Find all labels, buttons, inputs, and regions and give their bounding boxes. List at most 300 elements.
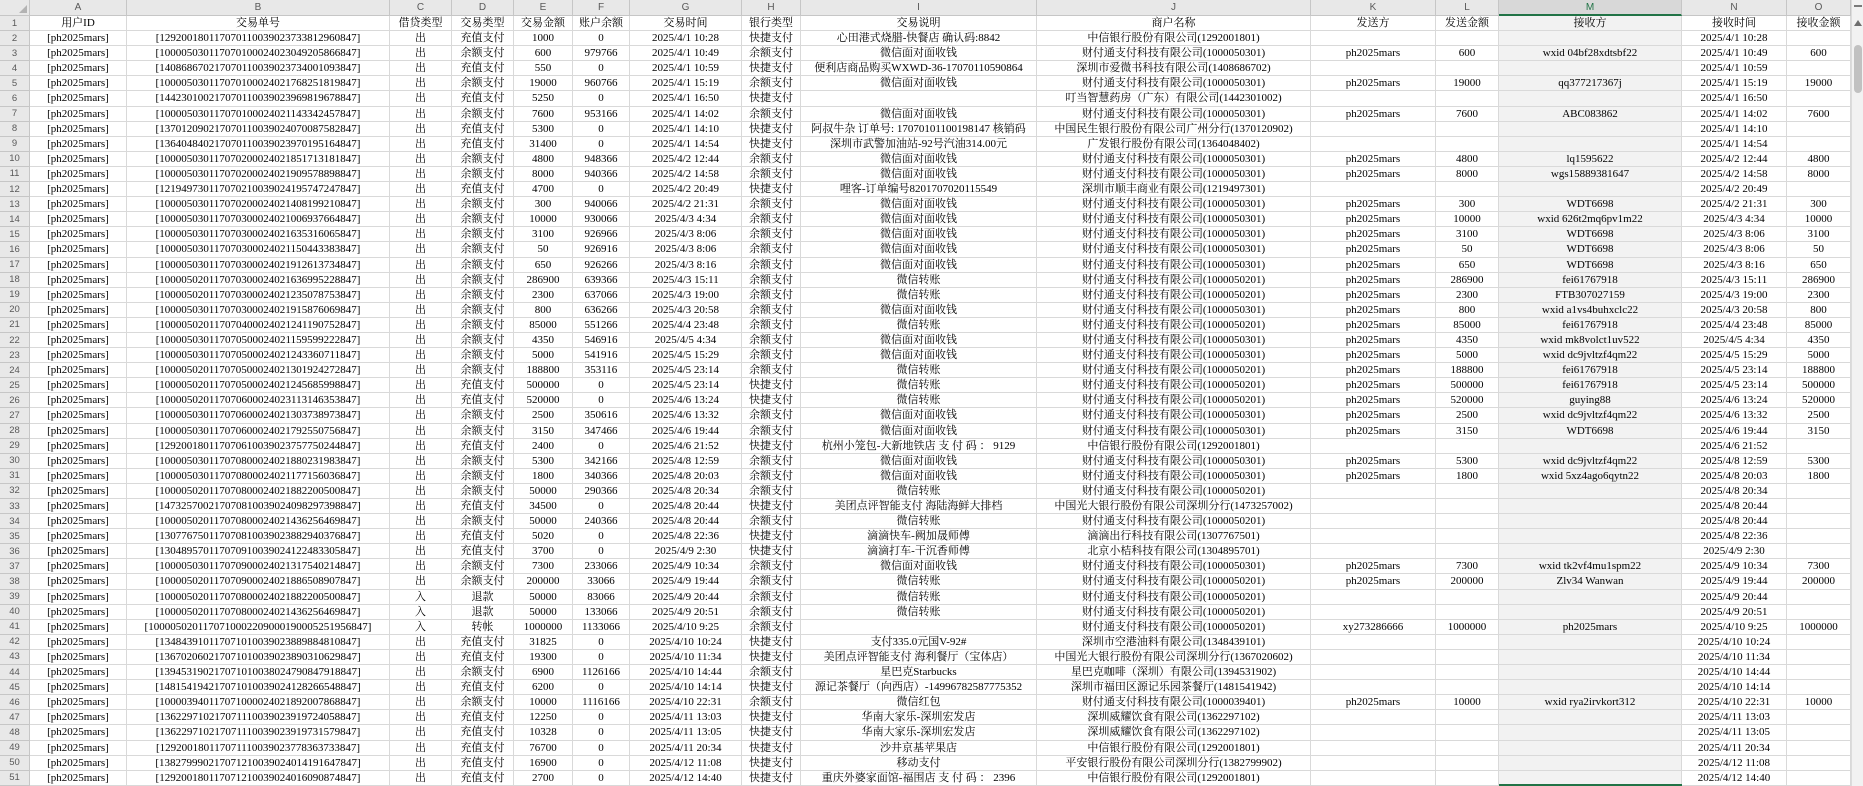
cell-F25[interactable]: 0 — [573, 378, 630, 393]
cell-F30[interactable]: 342166 — [573, 454, 630, 469]
cell-E46[interactable]: 10000 — [514, 695, 573, 710]
cell-B7[interactable]: [100005030117070100024021143342457847] — [127, 107, 390, 122]
cell-G22[interactable]: 2025/4/5 4:34 — [630, 333, 742, 348]
cell-I10[interactable]: 微信面对面收钱 — [801, 152, 1037, 167]
cell-G33[interactable]: 2025/4/8 20:44 — [630, 499, 742, 514]
column-header-G[interactable]: G — [630, 0, 742, 16]
cell-B8[interactable]: [137012090217070110039024070087582847] — [127, 122, 390, 137]
cell-E31[interactable]: 1800 — [514, 469, 573, 484]
cell-B14[interactable]: [100005030117070300024021006937664847] — [127, 212, 390, 227]
cell-D30[interactable]: 余额支付 — [452, 454, 514, 469]
cell-I30[interactable]: 微信面对面收钱 — [801, 454, 1037, 469]
cell-B41[interactable]: [1000050201170710002209000190005251956847] — [127, 620, 390, 635]
row-header-40[interactable]: 40 — [0, 605, 30, 620]
cell-A30[interactable]: [ph2025mars] — [30, 454, 127, 469]
cell-K20[interactable]: ph2025mars — [1311, 303, 1436, 318]
cell-B20[interactable]: [100005030117070300024021915876069847] — [127, 303, 390, 318]
cell-M24[interactable]: fei61767918 — [1499, 363, 1682, 378]
cell-L28[interactable]: 3150 — [1436, 424, 1499, 439]
cell-F14[interactable]: 930066 — [573, 212, 630, 227]
vertical-scrollbar[interactable] — [1851, 0, 1863, 786]
cell-M46[interactable]: wxid rya2irvkort312 — [1499, 695, 1682, 710]
cell-H11[interactable]: 余额支付 — [742, 167, 801, 182]
cell-L2[interactable] — [1436, 31, 1499, 46]
cell-J31[interactable]: 财付通支付科技有限公司(1000050301) — [1037, 469, 1311, 484]
cell-J51[interactable]: 中信银行股份有限公司(1292001801) — [1037, 771, 1311, 786]
cell-B25[interactable]: [100005020117070500024021245685998847] — [127, 378, 390, 393]
cell-K48[interactable] — [1311, 725, 1436, 740]
cell-H29[interactable]: 快捷支付 — [742, 439, 801, 454]
cell-M9[interactable] — [1499, 137, 1682, 152]
cell-D41[interactable]: 转帐 — [452, 620, 514, 635]
cell-J6[interactable]: 叮当智慧药房（广东）有限公司(1442301002) — [1037, 91, 1311, 106]
cell-E40[interactable]: 50000 — [514, 605, 573, 620]
cell-K17[interactable]: ph2025mars — [1311, 258, 1436, 273]
cell-E42[interactable]: 31825 — [514, 635, 573, 650]
cell-F26[interactable]: 0 — [573, 393, 630, 408]
cell-C26[interactable]: 出 — [390, 393, 452, 408]
cell-K25[interactable]: ph2025mars — [1311, 378, 1436, 393]
cell-C2[interactable]: 出 — [390, 31, 452, 46]
cell-O35[interactable] — [1787, 529, 1851, 544]
cell-E22[interactable]: 4350 — [514, 333, 573, 348]
cell-J36[interactable]: 北京小桔科技有限公司(1304895701) — [1037, 544, 1311, 559]
cell-D40[interactable]: 退款 — [452, 605, 514, 620]
cell-B31[interactable]: [100005030117070800024021177156036847] — [127, 469, 390, 484]
cell-E51[interactable]: 2700 — [514, 771, 573, 786]
cell-F41[interactable]: 1133066 — [573, 620, 630, 635]
cell-B15[interactable]: [100005030117070300024021635316065847] — [127, 227, 390, 242]
cell-N47[interactable]: 2025/4/11 13:03 — [1682, 710, 1787, 725]
cell-J40[interactable]: 财付通支付科技有限公司(1000050201) — [1037, 605, 1311, 620]
cell-N37[interactable]: 2025/4/9 10:34 — [1682, 559, 1787, 574]
cell-K15[interactable]: ph2025mars — [1311, 227, 1436, 242]
cell-F32[interactable]: 290366 — [573, 484, 630, 499]
cell-C35[interactable]: 出 — [390, 529, 452, 544]
cell-F15[interactable]: 926966 — [573, 227, 630, 242]
cell-L16[interactable]: 50 — [1436, 242, 1499, 257]
cell-G20[interactable]: 2025/4/3 20:58 — [630, 303, 742, 318]
cell-N26[interactable]: 2025/4/6 13:24 — [1682, 393, 1787, 408]
row-header-24[interactable]: 24 — [0, 363, 30, 378]
row-header-1[interactable]: 1 — [0, 16, 30, 31]
cell-B35[interactable]: [130776750117070810039023882940376847] — [127, 529, 390, 544]
cell-N27[interactable]: 2025/4/6 13:32 — [1682, 408, 1787, 423]
cell-I31[interactable]: 微信面对面收钱 — [801, 469, 1037, 484]
cell-L31[interactable]: 1800 — [1436, 469, 1499, 484]
cell-K32[interactable] — [1311, 484, 1436, 499]
cell-E2[interactable]: 1000 — [514, 31, 573, 46]
cell-B30[interactable]: [100005030117070800024021880231983847] — [127, 454, 390, 469]
column-header-C[interactable]: C — [390, 0, 452, 16]
column-header-A[interactable]: A — [30, 0, 127, 16]
cell-H43[interactable]: 快捷支付 — [742, 650, 801, 665]
cell-M5[interactable]: qq377217367j — [1499, 76, 1682, 91]
cell-D32[interactable]: 余额支付 — [452, 484, 514, 499]
cell-E29[interactable]: 2400 — [514, 439, 573, 454]
row-header-50[interactable]: 50 — [0, 756, 30, 771]
cell-M37[interactable]: wxid tk2vf4mu1spm22 — [1499, 559, 1682, 574]
column-header-B[interactable]: B — [127, 0, 390, 16]
cell-E49[interactable]: 76700 — [514, 741, 573, 756]
cell-B11[interactable]: [100005030117070200024021909578898847] — [127, 167, 390, 182]
cell-N7[interactable]: 2025/4/1 14:02 — [1682, 107, 1787, 122]
cell-J30[interactable]: 财付通支付科技有限公司(1000050301) — [1037, 454, 1311, 469]
cell-I36[interactable]: 滴滴打车-干沉香师傅 — [801, 544, 1037, 559]
cell-F19[interactable]: 637066 — [573, 288, 630, 303]
cell-L3[interactable]: 600 — [1436, 46, 1499, 61]
cell-A40[interactable]: [ph2025mars] — [30, 605, 127, 620]
cell-F11[interactable]: 940366 — [573, 167, 630, 182]
cell-C29[interactable]: 出 — [390, 439, 452, 454]
cell-I15[interactable]: 微信面对面收钱 — [801, 227, 1037, 242]
cell-A43[interactable]: [ph2025mars] — [30, 650, 127, 665]
cell-H26[interactable]: 快捷支付 — [742, 393, 801, 408]
cell-I28[interactable]: 微信面对面收钱 — [801, 424, 1037, 439]
cell-I18[interactable]: 微信转账 — [801, 273, 1037, 288]
cell-J19[interactable]: 财付通支付科技有限公司(1000050201) — [1037, 288, 1311, 303]
cell-C30[interactable]: 出 — [390, 454, 452, 469]
cell-O38[interactable]: 200000 — [1787, 574, 1851, 589]
cell-N34[interactable]: 2025/4/8 20:44 — [1682, 514, 1787, 529]
cell-O42[interactable] — [1787, 635, 1851, 650]
row-header-22[interactable]: 22 — [0, 333, 30, 348]
cell-G40[interactable]: 2025/4/9 20:51 — [630, 605, 742, 620]
cell-F42[interactable]: 0 — [573, 635, 630, 650]
cell-L7[interactable]: 7600 — [1436, 107, 1499, 122]
cell-A15[interactable]: [ph2025mars] — [30, 227, 127, 242]
cell-E19[interactable]: 2300 — [514, 288, 573, 303]
cell-E17[interactable]: 650 — [514, 258, 573, 273]
row-header-18[interactable]: 18 — [0, 273, 30, 288]
cell-D43[interactable]: 充值支付 — [452, 650, 514, 665]
cell-D33[interactable]: 充值支付 — [452, 499, 514, 514]
cell-I19[interactable]: 微信转账 — [801, 288, 1037, 303]
cell-N5[interactable]: 2025/4/1 15:19 — [1682, 76, 1787, 91]
cell-O19[interactable]: 2300 — [1787, 288, 1851, 303]
cell-G12[interactable]: 2025/4/2 20:49 — [630, 182, 742, 197]
cell-H48[interactable]: 快捷支付 — [742, 725, 801, 740]
cell-J22[interactable]: 财付通支付科技有限公司(1000050301) — [1037, 333, 1311, 348]
cell-L15[interactable]: 3100 — [1436, 227, 1499, 242]
cell-O13[interactable]: 300 — [1787, 197, 1851, 212]
cell-E34[interactable]: 50000 — [514, 514, 573, 529]
cell-N18[interactable]: 2025/4/3 15:11 — [1682, 273, 1787, 288]
cell-H44[interactable]: 余额支付 — [742, 665, 801, 680]
row-header-43[interactable]: 43 — [0, 650, 30, 665]
cell-A36[interactable]: [ph2025mars] — [30, 544, 127, 559]
cell-N22[interactable]: 2025/4/5 4:34 — [1682, 333, 1787, 348]
cell-L27[interactable]: 2500 — [1436, 408, 1499, 423]
cell-E25[interactable]: 500000 — [514, 378, 573, 393]
cell-N39[interactable]: 2025/4/9 20:44 — [1682, 590, 1787, 605]
cell-G28[interactable]: 2025/4/6 19:44 — [630, 424, 742, 439]
column-header-L[interactable]: L — [1436, 0, 1499, 16]
cell-D38[interactable]: 余额支付 — [452, 574, 514, 589]
cell-N11[interactable]: 2025/4/2 14:58 — [1682, 167, 1787, 182]
cell-J8[interactable]: 中国民生银行股份有限公司广州分行(1370120902) — [1037, 122, 1311, 137]
cell-F23[interactable]: 541916 — [573, 348, 630, 363]
cell-L4[interactable] — [1436, 61, 1499, 76]
cell-L35[interactable] — [1436, 529, 1499, 544]
cell-H10[interactable]: 余额支付 — [742, 152, 801, 167]
cell-L12[interactable] — [1436, 182, 1499, 197]
cell-A21[interactable]: [ph2025mars] — [30, 318, 127, 333]
cell-A9[interactable]: [ph2025mars] — [30, 137, 127, 152]
cell-J38[interactable]: 财付通支付科技有限公司(1000050201) — [1037, 574, 1311, 589]
row-header-47[interactable]: 47 — [0, 710, 30, 725]
cell-K27[interactable]: ph2025mars — [1311, 408, 1436, 423]
cell-K47[interactable] — [1311, 710, 1436, 725]
cell-N10[interactable]: 2025/4/2 12:44 — [1682, 152, 1787, 167]
cell-B10[interactable]: [100005030117070200024021851713181847] — [127, 152, 390, 167]
cell-F8[interactable]: 0 — [573, 122, 630, 137]
row-header-26[interactable]: 26 — [0, 393, 30, 408]
row-header-33[interactable]: 33 — [0, 499, 30, 514]
cell-N13[interactable]: 2025/4/2 21:31 — [1682, 197, 1787, 212]
cell-M33[interactable] — [1499, 499, 1682, 514]
cell-E14[interactable]: 10000 — [514, 212, 573, 227]
row-header-51[interactable]: 51 — [0, 771, 30, 786]
cell-B21[interactable]: [100005020117070400024021241190752847] — [127, 318, 390, 333]
cell-H49[interactable]: 快捷支付 — [742, 741, 801, 756]
cell-H34[interactable]: 余额支付 — [742, 514, 801, 529]
cell-C13[interactable]: 出 — [390, 197, 452, 212]
cell-I6[interactable] — [801, 91, 1037, 106]
cell-B2[interactable]: [129200180117070110039023733812960847] — [127, 31, 390, 46]
column-header-M[interactable]: M — [1499, 0, 1682, 16]
cell-N2[interactable]: 2025/4/1 10:28 — [1682, 31, 1787, 46]
cell-I46[interactable]: 微信红包 — [801, 695, 1037, 710]
cell-G24[interactable]: 2025/4/5 23:14 — [630, 363, 742, 378]
cell-F38[interactable]: 33066 — [573, 574, 630, 589]
cell-K33[interactable] — [1311, 499, 1436, 514]
cell-F18[interactable]: 639366 — [573, 273, 630, 288]
cell-C16[interactable]: 出 — [390, 242, 452, 257]
cell-N14[interactable]: 2025/4/3 4:34 — [1682, 212, 1787, 227]
cell-H4[interactable]: 快捷支付 — [742, 61, 801, 76]
cell-N50[interactable]: 2025/4/12 11:08 — [1682, 756, 1787, 771]
cell-G19[interactable]: 2025/4/3 19:00 — [630, 288, 742, 303]
cell-K21[interactable]: ph2025mars — [1311, 318, 1436, 333]
cell-D31[interactable]: 余额支付 — [452, 469, 514, 484]
cell-O49[interactable] — [1787, 741, 1851, 756]
row-header-8[interactable]: 8 — [0, 122, 30, 137]
cell-I44[interactable]: 星巴克Starbucks — [801, 665, 1037, 680]
cell-M43[interactable] — [1499, 650, 1682, 665]
cell-D16[interactable]: 余额支付 — [452, 242, 514, 257]
cell-M10[interactable]: lq1595622 — [1499, 152, 1682, 167]
cell-F34[interactable]: 240366 — [573, 514, 630, 529]
cell-C32[interactable]: 出 — [390, 484, 452, 499]
row-header-6[interactable]: 6 — [0, 91, 30, 106]
cell-A4[interactable]: [ph2025mars] — [30, 61, 127, 76]
cell-O43[interactable] — [1787, 650, 1851, 665]
cell-M17[interactable]: WDT6698 — [1499, 258, 1682, 273]
cell-K40[interactable] — [1311, 605, 1436, 620]
cell-B19[interactable]: [100005020117070300024021235078753847] — [127, 288, 390, 303]
cell-A51[interactable]: [ph2025mars] — [30, 771, 127, 786]
cell-N1[interactable]: 接收时间 — [1682, 16, 1787, 31]
cell-C23[interactable]: 出 — [390, 348, 452, 363]
row-header-38[interactable]: 38 — [0, 574, 30, 589]
cell-N42[interactable]: 2025/4/10 10:24 — [1682, 635, 1787, 650]
cell-K38[interactable]: ph2025mars — [1311, 574, 1436, 589]
cell-J47[interactable]: 深圳威耀饮食有限公司(1362297102) — [1037, 710, 1311, 725]
cell-G16[interactable]: 2025/4/3 8:06 — [630, 242, 742, 257]
cell-I17[interactable]: 微信面对面收钱 — [801, 258, 1037, 273]
cell-E32[interactable]: 50000 — [514, 484, 573, 499]
cell-H23[interactable]: 余额支付 — [742, 348, 801, 363]
cell-G2[interactable]: 2025/4/1 10:28 — [630, 31, 742, 46]
cell-N48[interactable]: 2025/4/11 13:05 — [1682, 725, 1787, 740]
cell-L21[interactable]: 85000 — [1436, 318, 1499, 333]
cell-L14[interactable]: 10000 — [1436, 212, 1499, 227]
cell-K22[interactable]: ph2025mars — [1311, 333, 1436, 348]
cell-K28[interactable]: ph2025mars — [1311, 424, 1436, 439]
cell-A19[interactable]: [ph2025mars] — [30, 288, 127, 303]
cell-B39[interactable]: [100005020117070800024021882200500847] — [127, 590, 390, 605]
cell-A44[interactable]: [ph2025mars] — [30, 665, 127, 680]
cell-E41[interactable]: 1000000 — [514, 620, 573, 635]
cell-O33[interactable] — [1787, 499, 1851, 514]
cell-C45[interactable]: 出 — [390, 680, 452, 695]
cell-G5[interactable]: 2025/4/1 15:19 — [630, 76, 742, 91]
cell-O2[interactable] — [1787, 31, 1851, 46]
cell-N41[interactable]: 2025/4/10 9:25 — [1682, 620, 1787, 635]
cell-C3[interactable]: 出 — [390, 46, 452, 61]
cell-L39[interactable] — [1436, 590, 1499, 605]
cell-B23[interactable]: [100005030117070500024021243360711847] — [127, 348, 390, 363]
cell-F21[interactable]: 551266 — [573, 318, 630, 333]
cell-L20[interactable]: 800 — [1436, 303, 1499, 318]
column-header-K[interactable]: K — [1311, 0, 1436, 16]
cell-K24[interactable]: ph2025mars — [1311, 363, 1436, 378]
row-header-3[interactable]: 3 — [0, 46, 30, 61]
cell-N3[interactable]: 2025/4/1 10:49 — [1682, 46, 1787, 61]
cell-H36[interactable]: 快捷支付 — [742, 544, 801, 559]
cell-O50[interactable] — [1787, 756, 1851, 771]
cell-F35[interactable]: 0 — [573, 529, 630, 544]
cell-H6[interactable]: 快捷支付 — [742, 91, 801, 106]
cell-O1[interactable]: 接收金额 — [1787, 16, 1851, 31]
scroll-up-icon[interactable] — [1854, 20, 1862, 26]
cell-E6[interactable]: 5250 — [514, 91, 573, 106]
row-header-32[interactable]: 32 — [0, 484, 30, 499]
column-header-J[interactable]: J — [1037, 0, 1311, 16]
cell-A23[interactable]: [ph2025mars] — [30, 348, 127, 363]
cell-N49[interactable]: 2025/4/11 20:34 — [1682, 741, 1787, 756]
cell-D2[interactable]: 充值支付 — [452, 31, 514, 46]
cell-H51[interactable]: 快捷支付 — [742, 771, 801, 786]
cell-J27[interactable]: 财付通支付科技有限公司(1000050301) — [1037, 408, 1311, 423]
cell-I51[interactable]: 重庆外婆家面馆-福围店 支 付 码 ： 2396 — [801, 771, 1037, 786]
cell-K44[interactable] — [1311, 665, 1436, 680]
cell-E5[interactable]: 19000 — [514, 76, 573, 91]
cell-H21[interactable]: 余额支付 — [742, 318, 801, 333]
cell-I22[interactable]: 微信面对面收钱 — [801, 333, 1037, 348]
column-header-D[interactable]: D — [452, 0, 514, 16]
cell-B32[interactable]: [100005020117070800024021882200500847] — [127, 484, 390, 499]
column-header-F[interactable]: F — [573, 0, 630, 16]
cell-G44[interactable]: 2025/4/10 14:44 — [630, 665, 742, 680]
cell-H27[interactable]: 余额支付 — [742, 408, 801, 423]
cell-O9[interactable] — [1787, 137, 1851, 152]
cell-A49[interactable]: [ph2025mars] — [30, 741, 127, 756]
cell-J42[interactable]: 深圳市空港油料有限公司(1348439101) — [1037, 635, 1311, 650]
cell-E12[interactable]: 4700 — [514, 182, 573, 197]
cell-D6[interactable]: 充值支付 — [452, 91, 514, 106]
cell-M7[interactable]: ABC083862 — [1499, 107, 1682, 122]
cell-K16[interactable]: ph2025mars — [1311, 242, 1436, 257]
cell-N29[interactable]: 2025/4/6 21:52 — [1682, 439, 1787, 454]
cell-N38[interactable]: 2025/4/9 19:44 — [1682, 574, 1787, 589]
cell-E27[interactable]: 2500 — [514, 408, 573, 423]
cell-M22[interactable]: wxid mk8volct1uv522 — [1499, 333, 1682, 348]
cell-L34[interactable] — [1436, 514, 1499, 529]
cell-I12[interactable]: 哩客-订单编号8201707020115549 — [801, 182, 1037, 197]
cell-O51[interactable] — [1787, 771, 1851, 786]
cell-M6[interactable] — [1499, 91, 1682, 106]
cell-J2[interactable]: 中信银行股份有限公司(1292001801) — [1037, 31, 1311, 46]
cell-B33[interactable]: [147325700217070810039024098297398847] — [127, 499, 390, 514]
cell-H17[interactable]: 余额支付 — [742, 258, 801, 273]
cell-N9[interactable]: 2025/4/1 14:54 — [1682, 137, 1787, 152]
cell-A48[interactable]: [ph2025mars] — [30, 725, 127, 740]
row-header-37[interactable]: 37 — [0, 559, 30, 574]
cell-I20[interactable]: 微信面对面收钱 — [801, 303, 1037, 318]
cell-G30[interactable]: 2025/4/8 12:59 — [630, 454, 742, 469]
cell-B26[interactable]: [100005020117070600024023113146353847] — [127, 393, 390, 408]
cell-A6[interactable]: [ph2025mars] — [30, 91, 127, 106]
cell-C10[interactable]: 出 — [390, 152, 452, 167]
cell-D10[interactable]: 余额支付 — [452, 152, 514, 167]
cell-D5[interactable]: 余额支付 — [452, 76, 514, 91]
cell-I21[interactable]: 微信转账 — [801, 318, 1037, 333]
cell-B4[interactable]: [140868670217070110039023734001093847] — [127, 61, 390, 76]
cell-F47[interactable]: 0 — [573, 710, 630, 725]
cell-N44[interactable]: 2025/4/10 14:44 — [1682, 665, 1787, 680]
cell-F45[interactable]: 0 — [573, 680, 630, 695]
row-header-31[interactable]: 31 — [0, 469, 30, 484]
cell-F46[interactable]: 1116166 — [573, 695, 630, 710]
cell-A31[interactable]: [ph2025mars] — [30, 469, 127, 484]
cell-J24[interactable]: 财付通支付科技有限公司(1000050201) — [1037, 363, 1311, 378]
cell-C48[interactable]: 出 — [390, 725, 452, 740]
cell-J20[interactable]: 财付通支付科技有限公司(1000050301) — [1037, 303, 1311, 318]
cell-D11[interactable]: 余额支付 — [452, 167, 514, 182]
cell-L11[interactable]: 8000 — [1436, 167, 1499, 182]
cell-H5[interactable]: 余额支付 — [742, 76, 801, 91]
cell-J5[interactable]: 财付通支付科技有限公司(1000050301) — [1037, 76, 1311, 91]
cell-B17[interactable]: [100005030117070300024021912613734847] — [127, 258, 390, 273]
cell-D45[interactable]: 充值支付 — [452, 680, 514, 695]
cell-B37[interactable]: [100005030117070900024021317540214847] — [127, 559, 390, 574]
cell-E24[interactable]: 188800 — [514, 363, 573, 378]
cell-D1[interactable]: 交易类型 — [452, 16, 514, 31]
cell-J34[interactable]: 财付通支付科技有限公司(1000050201) — [1037, 514, 1311, 529]
cell-E33[interactable]: 34500 — [514, 499, 573, 514]
cell-F13[interactable]: 940066 — [573, 197, 630, 212]
cell-M34[interactable] — [1499, 514, 1682, 529]
cell-H46[interactable]: 余额支付 — [742, 695, 801, 710]
cell-M18[interactable]: fei61767918 — [1499, 273, 1682, 288]
cell-D27[interactable]: 余额支付 — [452, 408, 514, 423]
cell-D50[interactable]: 充值支付 — [452, 756, 514, 771]
cell-N6[interactable]: 2025/4/1 16:50 — [1682, 91, 1787, 106]
cell-I24[interactable]: 微信转账 — [801, 363, 1037, 378]
cell-D14[interactable]: 余额支付 — [452, 212, 514, 227]
